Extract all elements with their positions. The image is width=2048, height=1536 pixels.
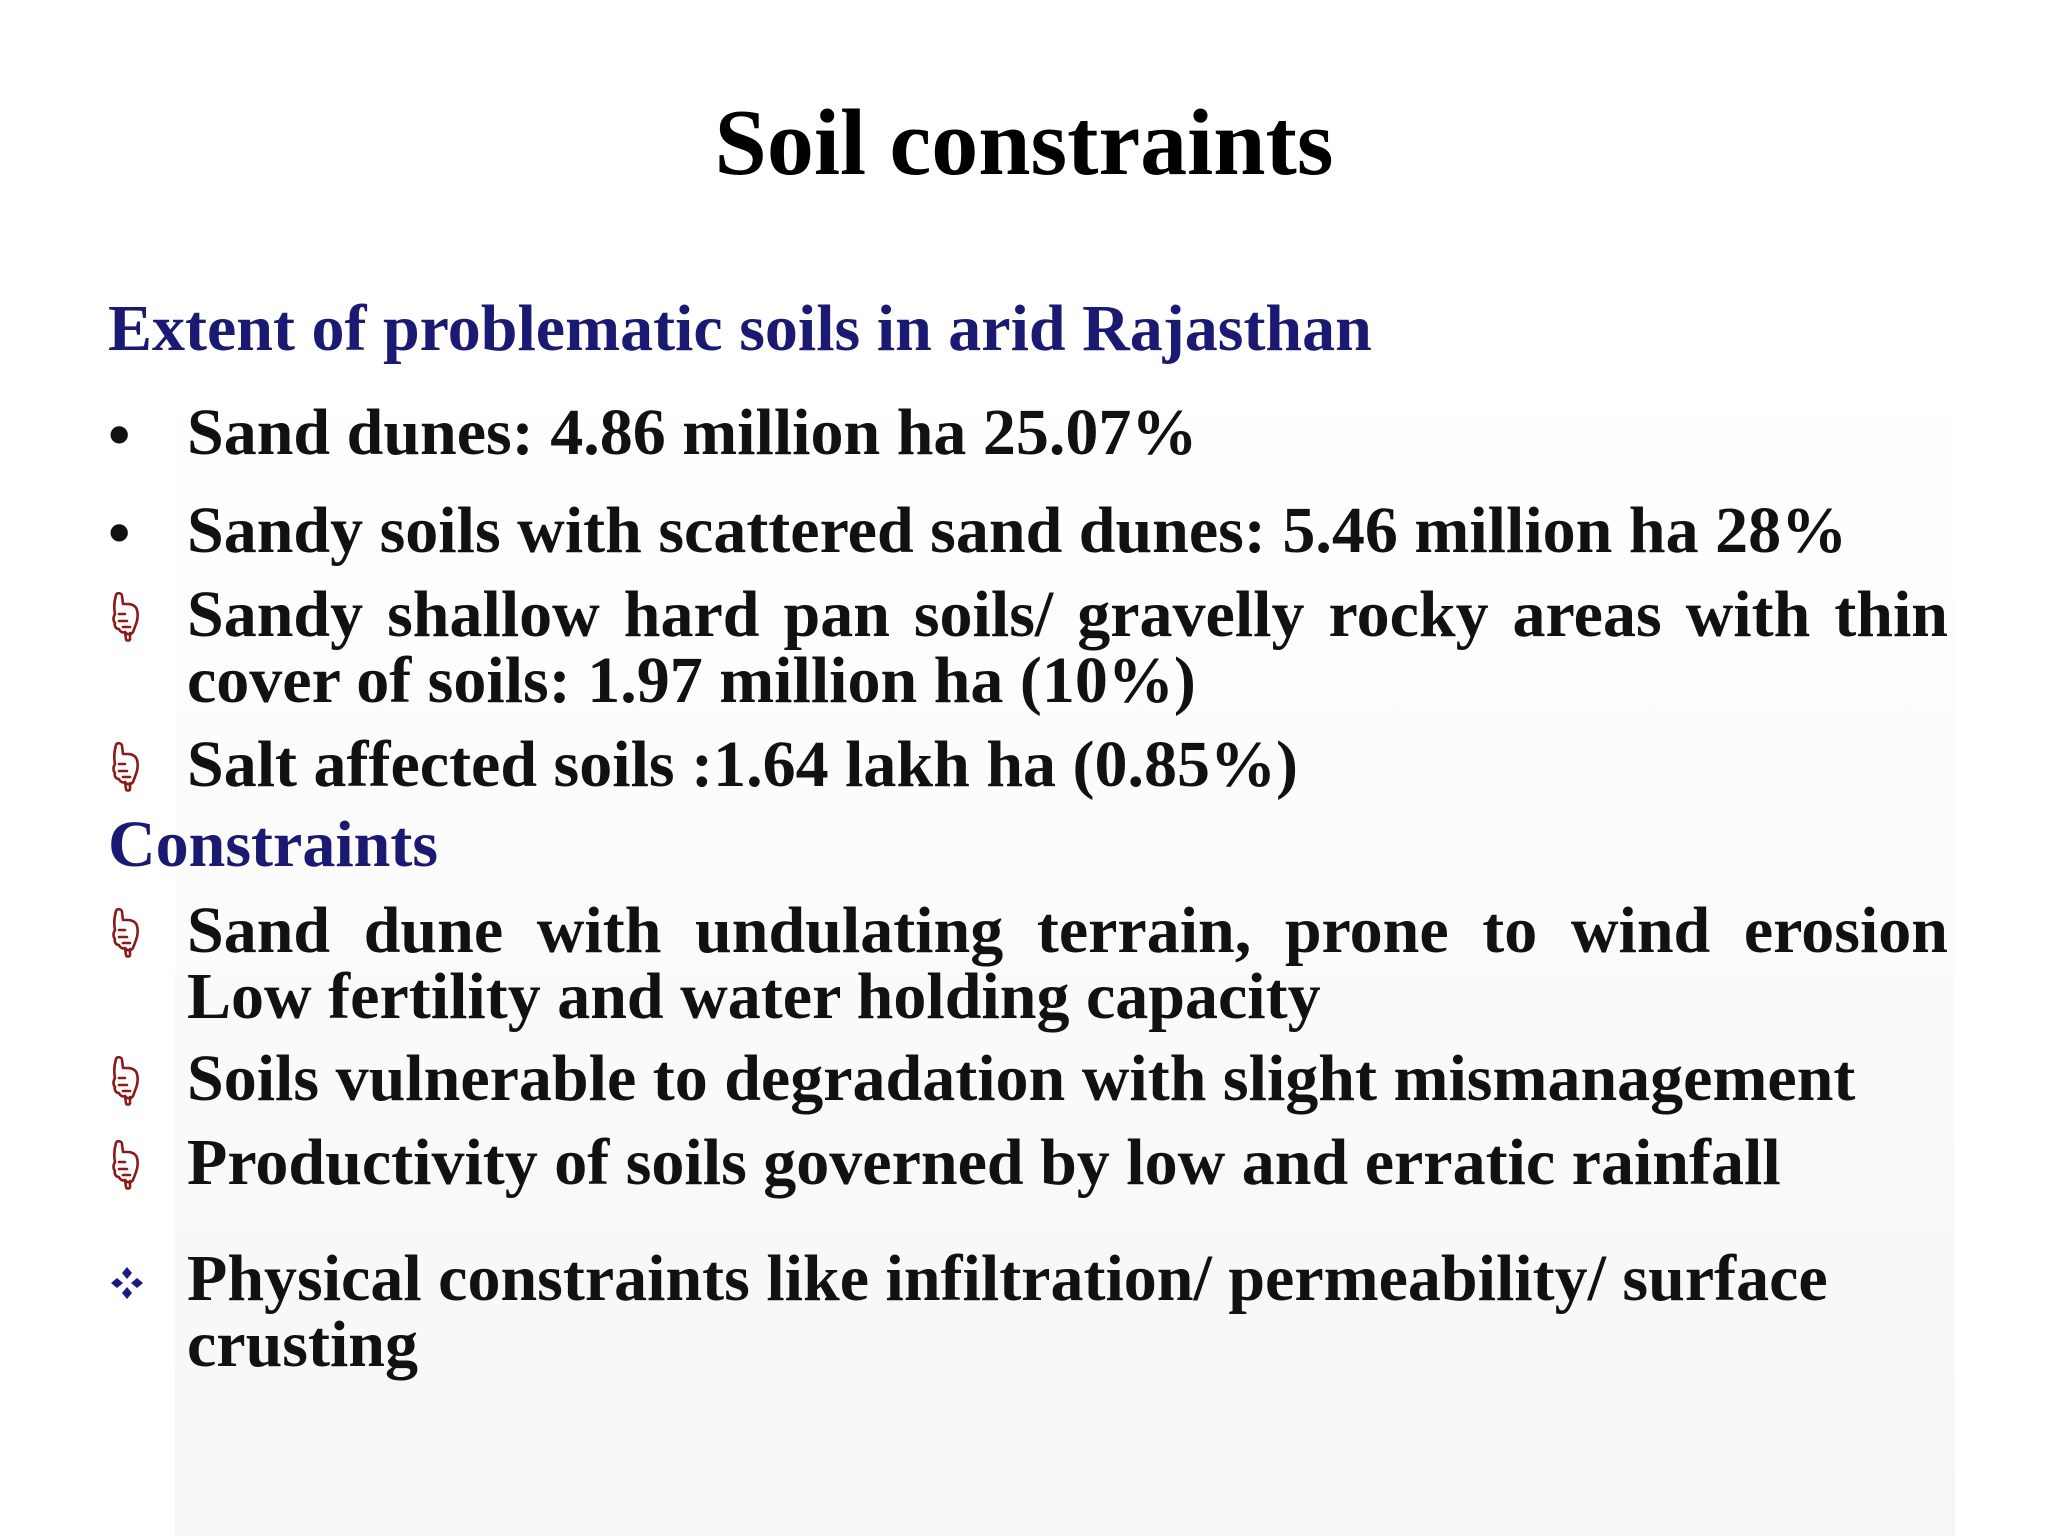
bullet-dot: • bbox=[108, 399, 131, 470]
list-item-text: Soils vulnerable to degradation with slight mismanagement bbox=[187, 1042, 1856, 1115]
list-item-text: Sandy shallow hard pan soils/ gravelly rocky areas with thin cover of soils: 1.97 million ha (10%) bbox=[187, 578, 1948, 717]
list-item-text: Sand dune with undulating terrain, prone to wind erosion Low fertility and water holding capacity bbox=[187, 894, 1948, 1033]
section-heading-constraints: Constraints bbox=[108, 808, 439, 881]
bullet-dot: • bbox=[108, 497, 131, 568]
list-item-text: Salt affected soils :1.64 lakh ha (0.85%) bbox=[187, 728, 1298, 801]
list-item-text: Sand dunes: 4.86 million ha 25.07% bbox=[187, 396, 1198, 469]
pointing-hand-icon bbox=[108, 1046, 168, 1112]
list-item-text: Productivity of soils governed by low and erratic rainfall bbox=[187, 1126, 1781, 1199]
pointing-hand-icon bbox=[108, 898, 168, 964]
section-heading-extent: Extent of problematic soils in arid Rajasthan bbox=[108, 292, 1372, 365]
pointing-hand-icon bbox=[108, 1130, 168, 1196]
slide-title: Soil constraints bbox=[714, 91, 1334, 195]
pointing-hand-icon bbox=[108, 582, 168, 648]
list-item-text: Physical constraints like infiltration/ permeability/ surface crusting bbox=[187, 1242, 1828, 1381]
list-item-text: Sandy soils with scattered sand dunes: 5.46 million ha 28% bbox=[187, 494, 1848, 567]
pointing-hand-icon bbox=[108, 732, 168, 798]
diamond-bullet-icon bbox=[108, 1246, 168, 1312]
